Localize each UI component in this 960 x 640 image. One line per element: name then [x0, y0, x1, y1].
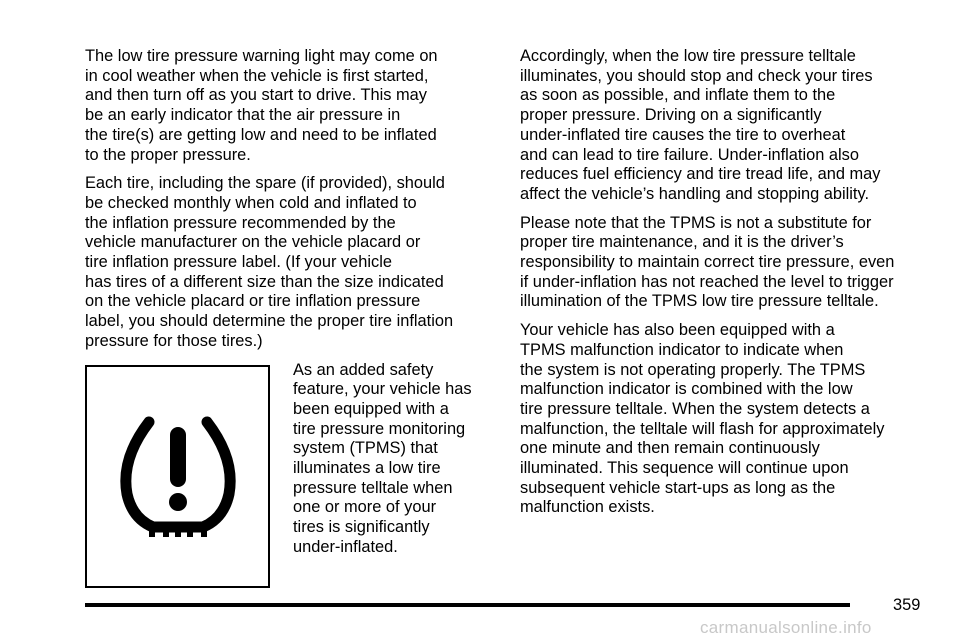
page-number: 359: [893, 596, 921, 614]
text-line: under-inflated tire causes the tire to overheat: [520, 125, 846, 144]
text-line: Accordingly, when the low tire pressure telltale: [520, 47, 856, 65]
text-line: subsequent vehicle start-ups as long as the: [520, 478, 836, 497]
text-line: Each tire, including the spare (if provided), should: [85, 174, 445, 193]
text-line: Please note that the TPMS is not a substitute for: [520, 213, 872, 232]
paragraph-cool-weather: [85, 47, 495, 165]
text-line: system (TPMS) that: [293, 439, 438, 458]
text-line: the tire(s) are getting low and need to be inflated: [85, 125, 437, 144]
text-line: vehicle manufacturer on the vehicle placard or: [85, 233, 421, 252]
text-line: the inflation pressure recommended by the: [85, 213, 396, 232]
text-line: TPMS malfunction indicator to indicate when: [520, 340, 844, 359]
text-line: tire inflation pressure label. (If your vehicle: [85, 253, 393, 272]
text-line: illumination of the TPMS low tire pressure telltale.: [520, 292, 879, 311]
text-line: and then turn off as you start to drive. This may: [85, 86, 427, 105]
text-line: pressure for those tires.): [85, 331, 263, 350]
text-line: has tires of a different size than the size indicated: [85, 272, 444, 291]
tpms-figure-row: [85, 361, 495, 591]
text-line: pressure telltale when: [293, 478, 453, 497]
text-line: in cool weather when the vehicle is first started,: [85, 66, 429, 85]
text-line: one minute and then remain continuously: [520, 439, 820, 458]
text-line: feature, your vehicle has: [293, 380, 472, 399]
text-line: proper pressure. Driving on a significantly: [520, 106, 822, 125]
right-column: [520, 47, 930, 527]
text-line: responsibility to maintain correct tire pressure, even: [520, 253, 895, 272]
text-line: reduces fuel efficiency and tire tread life, and may: [520, 165, 881, 184]
text-line: The low tire pressure warning light may come on: [85, 47, 438, 65]
text-line: be an early indicator that the air pressure in: [85, 106, 401, 125]
tpms-intro-text: [293, 361, 498, 558]
text-line: been equipped with a: [293, 399, 449, 418]
text-line: Your vehicle has also been equipped with a: [520, 321, 835, 340]
text-line: if under-inflation has not reached the level to trigger: [520, 272, 894, 291]
text-line: on the vehicle placard or tire inflation pressure: [85, 292, 421, 311]
text-line: to the proper pressure.: [85, 145, 251, 164]
text-line: label, you should determine the proper tire inflation: [85, 312, 454, 331]
text-line: tire pressure monitoring: [293, 419, 466, 438]
text-line: tire pressure telltale. When the system detects a: [520, 399, 870, 418]
text-line: affect the vehicle’s handling and stopping ability.: [520, 184, 869, 203]
left-column: [85, 47, 495, 591]
text-line: illuminates, you should stop and check your tires: [520, 66, 873, 85]
paragraph-telltale-action: [520, 47, 930, 205]
paragraph-monthly-check: [85, 174, 495, 351]
text-line: malfunction exists.: [520, 498, 655, 517]
text-line: as soon as possible, and inflate them to the: [520, 86, 836, 105]
paragraph-not-substitute: [520, 214, 930, 313]
text-line: tires is significantly: [293, 518, 430, 537]
text-line: malfunction indicator is combined with the low: [520, 380, 853, 399]
text-line: illuminates a low tire: [293, 459, 441, 478]
text-line: As an added safety: [293, 360, 434, 379]
text-line: the system is not operating properly. The TPMS: [520, 360, 866, 379]
text-line: under-inflated.: [293, 537, 398, 556]
footer-rule: [85, 603, 850, 607]
paragraph-malfunction-indicator: [520, 321, 930, 518]
text-line: and can lead to tire failure. Under-inflation also: [520, 145, 859, 164]
text-line: proper tire maintenance, and it is the driver’s: [520, 233, 844, 252]
telltale-figure-box: [85, 365, 270, 588]
text-line: illuminated. This sequence will continue upon: [520, 459, 849, 478]
text-line: malfunction, the telltale will flash for approximately: [520, 419, 885, 438]
footer-watermark: carmanualsonline.info: [700, 618, 872, 637]
low-tire-pressure-telltale-icon: [119, 414, 237, 538]
text-line: be checked monthly when cold and inflated to: [85, 193, 417, 212]
text-line: one or more of your: [293, 498, 437, 517]
